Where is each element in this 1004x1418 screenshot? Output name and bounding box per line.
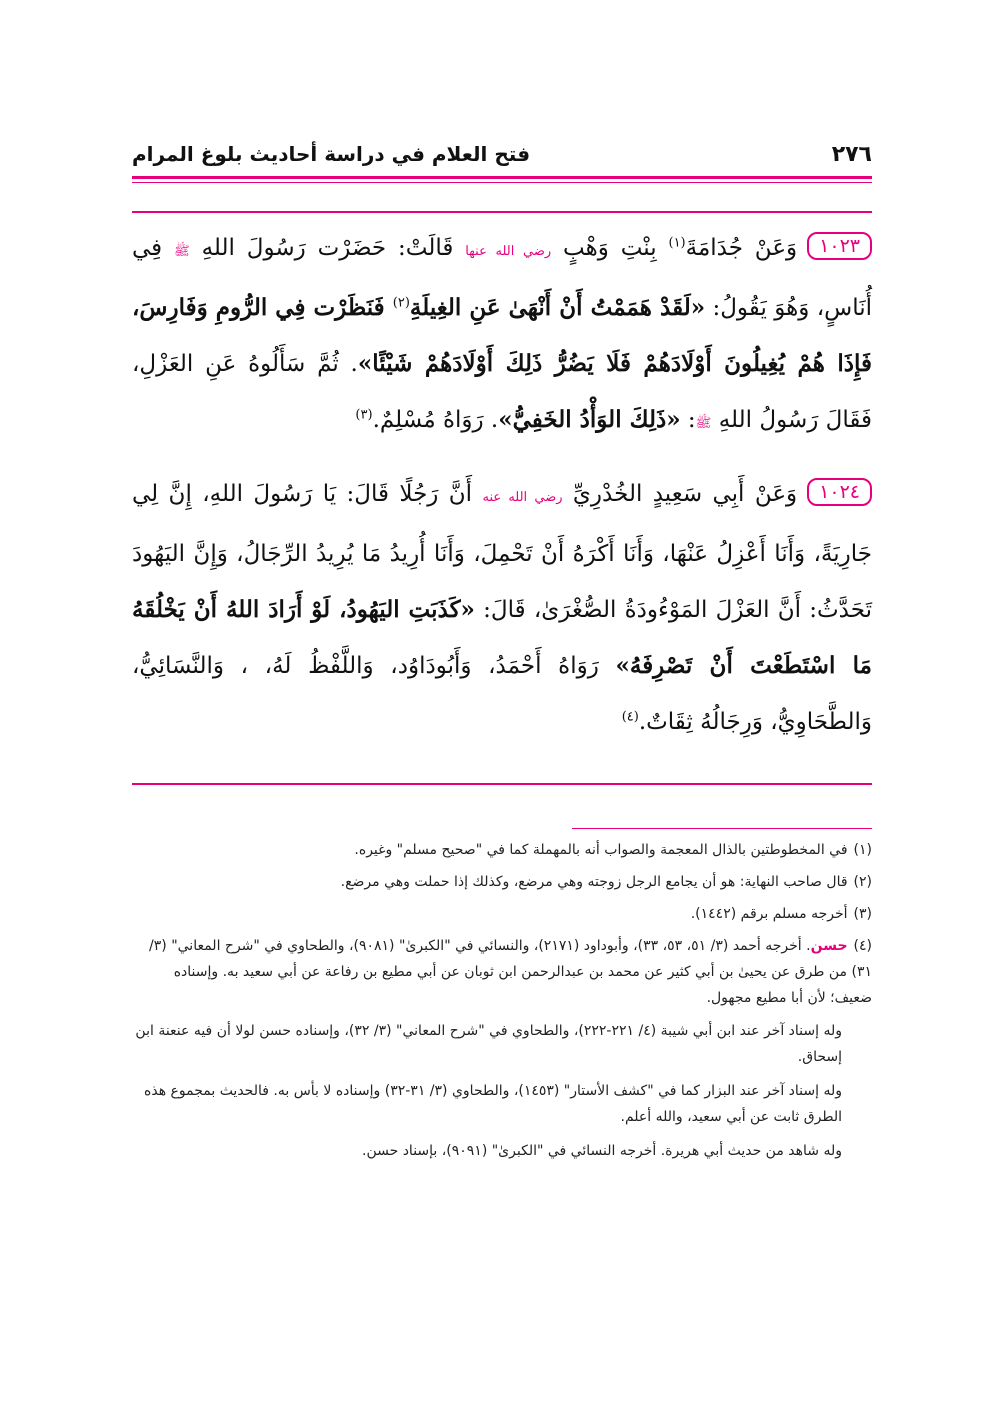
- footnote-3: [132, 898, 872, 930]
- hadith-text: قَالَتْ: حَضَرْت رَسُولَ اللهِ: [189, 235, 466, 261]
- book-title: فتح العلام في دراسة أحاديث بلوغ المرام: [132, 142, 531, 166]
- honorific-mark: رضي الله عنها: [465, 244, 552, 259]
- footnote-ref: (٢): [392, 295, 410, 311]
- hadith-1023: [132, 220, 872, 452]
- footnote-text: في المخطوطتين بالذال المعجمة والصواب أنه بالمهملة كما في "صحيح مسلم" وغيره.: [354, 842, 848, 858]
- footnote-1: [132, 834, 872, 866]
- section-rule-bottom: [132, 783, 872, 785]
- hadith-1024: [132, 466, 872, 750]
- hadith-text: أَنَّ رَجُلًا قَالَ: يَا رَسُولَ اللهِ، إِنَّ لِي جَارِيَةً، وَأَنَا أَعْزِلُ عَنْهَا، وَأَنَا أَكْرَهُ أَنْ تَحْمِلَ، وَأَنَا أُرِيدُ مَا يُرِيدُ الرِّجَالُ، وَإِنَّ اليَهُودَ تَحَدَّثُ: أَنَّ العَزْلَ المَوْءُودَةُ الصُّغْرَىٰ، قَالَ:: [132, 481, 872, 623]
- hadith-text: بِنْتِ وَهْبٍ: [551, 235, 669, 261]
- footnotes: [132, 834, 872, 1168]
- header-rule-thick: [132, 176, 872, 179]
- hadith-text: . رَوَاهُ مُسْلِمٌ.: [372, 407, 499, 433]
- footnote-separator: [572, 828, 872, 829]
- hadith-text: فِي أُنَاسٍ، وَهُوَ يَقُولُ:: [132, 235, 873, 321]
- hadith-text: :: [680, 407, 696, 433]
- footnote-ref: (١): [668, 235, 686, 251]
- footnote-number: (٢): [853, 874, 872, 890]
- footnote-number: (١): [853, 842, 872, 858]
- hadith-number-badge: ١٠٢٤: [807, 478, 872, 506]
- page-number: ٢٧٦: [831, 141, 872, 167]
- prophetic-quote: فَنَظَرْت فِي الرُّومِ وَفَارِسَ، فَإِذَا هُمْ يُغِيلُونَ أَوْلَادَهُمْ فَلَا يَضُرُّ ذَلِكَ أَوْلَادَهُمْ شَيْئًا»: [132, 294, 872, 377]
- footnote-2: [132, 866, 872, 898]
- page-header: [132, 136, 872, 172]
- honorific-mark: رضي الله عنه: [482, 490, 563, 505]
- footnote-4-para-4: وله شاهد من حديث أبي هريرة. أخرجه النسائي في "الكبرىٰ" (٩٠٩١)، بإسناد حسن.: [362, 1143, 842, 1159]
- prophetic-quote: «لَقَدْ هَمَمْتُ أَنْ أَنْهَىٰ عَنِ الغِيلَةِ: [409, 294, 706, 321]
- hadith-grade: حسن: [810, 938, 848, 954]
- hadith-text: . ثُمَّ سَأَلُوهُ عَنِ العَزْلِ، فَقَالَ رَسُولُ اللهِ: [132, 351, 872, 433]
- honorific-mark: ﷺ: [174, 244, 190, 259]
- footnote-4-para-2: وله إسناد آخر عند ابن أبي شيبة (٤/ ٢٢١-٢٢٢)، والطحاوي في "شرح المعاني" (٣/ ٣٢)، وإسناده حسن لولا أن فيه عنعنة ابن إسحاق.: [135, 1023, 842, 1065]
- hadith-text: رَوَاهُ أَحْمَدُ، وَأَبُودَاوُد، وَاللَّفْظُ لَهُ، ، وَالنَّسَائِيُّ، وَالطَّحَاوِيُّ، وَرِجَالُهُ ثِقَاتٌ.: [132, 653, 872, 735]
- footnote-number: (٣): [853, 906, 872, 922]
- footnote-4: [132, 930, 872, 1014]
- prophetic-quote: «ذَلِكَ الوَأْدُ الخَفِيُّ»: [498, 406, 681, 433]
- footnote-text: . أخرجه أحمد (٣/ ٥١، ٥٣، ٣٣)، وأبوداود (٢١٧١)، والنسائي في "الكبرىٰ" (٩٠٨١)، والطحاوي في "شرح المعاني" (٣/ ٣١) من طرق عن يحيىٰ بن أبي كثير عن محمد بن عبدالرحمن ابن ثوبان عن أبي مطيع بن رفاعة عن أبي سعيد به. وإسناده ضعيف؛ لأن أبا مطيع مجهول.: [149, 938, 872, 1006]
- footnote-4-para-3: وله إسناد آخر عند البزار كما في "كشف الأستار" (١٤٥٣)، والطحاوي (٣/ ٣١-٣٢) وإسناده لا بأس به. فالحديث بمجموع هذه الطرق ثابت عن أبي سعيد، والله أعلم.: [144, 1083, 842, 1125]
- prophetic-quote: «كَذَبَتِ اليَهُودُ، لَوْ أَرَادَ اللهُ أَنْ يَخْلُقَهُ مَا اسْتَطَعْتَ أَنْ تَصْرِفَهُ»: [132, 596, 872, 679]
- hadith-text: وَعَنْ أَبِي سَعِيدٍ الخُدْرِيِّ: [562, 481, 798, 507]
- hadith-text: وَعَنْ جُدَامَةَ: [685, 235, 798, 261]
- header-rule-thin: [132, 182, 872, 183]
- section-rule-top: [132, 211, 872, 213]
- footnote-ref: (٣): [355, 407, 373, 423]
- footnote-text: أخرجه مسلم برقم (١٤٤٢).: [690, 906, 848, 922]
- footnote-ref: (٤): [621, 709, 639, 725]
- footnote-number: (٤): [853, 938, 872, 954]
- hadith-number-badge: ١٠٢٣: [807, 232, 872, 260]
- honorific-mark: ﷺ: [695, 416, 712, 431]
- footnote-text: قال صاحب النهاية: هو أن يجامع الرجل زوجته وهي مرضع، وكذلك إذا حملت وهي مرضع.: [340, 874, 848, 890]
